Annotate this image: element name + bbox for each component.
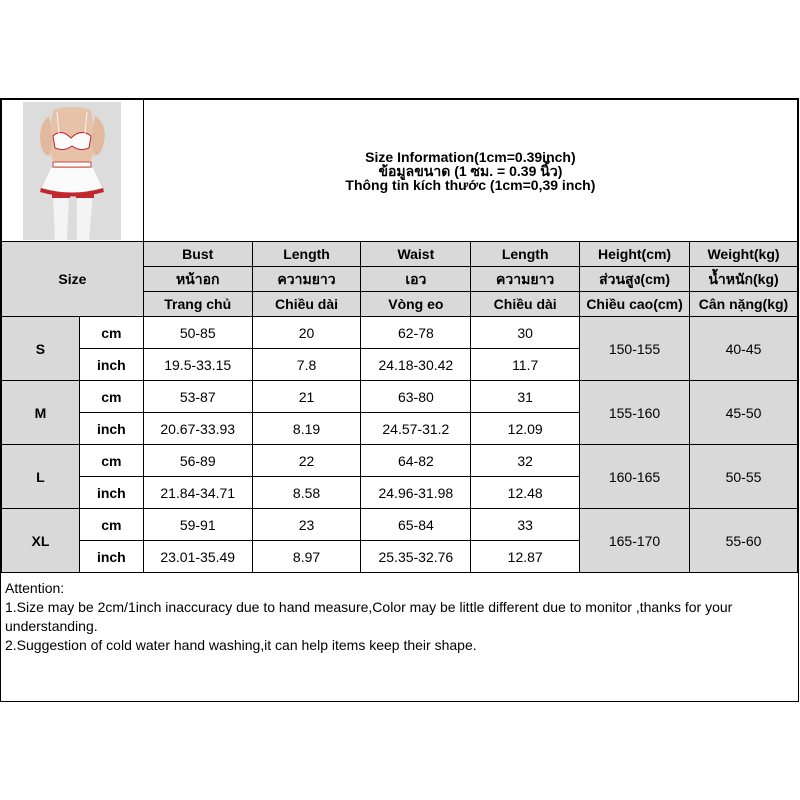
title-line-en: Size Information(1cm=0.39inch) [365,148,576,165]
waist-cm: 65-84 [361,509,471,541]
col-header-waist-th: เอว [361,267,471,292]
col-header-weight-vi: Cân nặng(kg) [690,292,798,317]
length-cm: 22 [252,445,361,477]
col-header-waist-vi: Vòng eo [361,292,471,317]
size-table [1,99,798,573]
col-header-length-th: ความยาว [252,267,361,292]
col-header-height-vi: Chiều cao(cm) [580,292,690,317]
col-header-weight-th: น้ำหนัก(kg) [690,267,798,292]
length-inch: 8.19 [252,413,361,445]
waist-cm: 63-80 [361,381,471,413]
size-label-xl: XL [2,509,80,573]
waist-cm: 62-78 [361,317,471,349]
title-line-th: ข้อมูลขนาด (1 ซม. = 0.39 นิ้ว) [378,162,563,179]
unit-inch: inch [79,541,143,573]
weight-range: 45-50 [690,381,798,445]
unit-cm: cm [79,509,143,541]
length2-inch: 12.87 [471,541,580,573]
col-header-bust-en: Bust [143,242,252,267]
unit-cm: cm [79,445,143,477]
size-label-s: S [2,317,80,381]
size-chart-sheet [0,98,799,702]
unit-cm: cm [79,317,143,349]
col-header-weight-en: Weight(kg) [690,242,798,267]
length-inch: 7.8 [252,349,361,381]
waist-inch: 24.57-31.2 [361,413,471,445]
bust-cm: 50-85 [143,317,252,349]
size-label-l: L [2,445,80,509]
col-header-length2-vi: Chiều dài [471,292,580,317]
attention-notes [1,577,798,657]
length-inch: 8.58 [252,477,361,509]
col-header-length-en: Length [252,242,361,267]
product-photo [23,102,121,240]
length2-cm: 31 [471,381,580,413]
length-inch: 8.97 [252,541,361,573]
unit-inch: inch [79,349,143,381]
length2-cm: 32 [471,445,580,477]
bust-cm: 56-89 [143,445,252,477]
attention-note-2: 2.Suggestion of cold water hand washing,it can help items keep their shape. [5,637,477,653]
weight-range: 55-60 [690,509,798,573]
col-header-waist-en: Waist [361,242,471,267]
col-header-height-en: Height(cm) [580,242,690,267]
title-line-vi: Thông tin kích thước (1cm=0,39 inch) [345,176,596,193]
col-header-length-vi: Chiều dài [252,292,361,317]
waist-cm: 64-82 [361,445,471,477]
col-header-bust-vi: Trang chủ [143,292,252,317]
bust-inch: 20.67-33.93 [143,413,252,445]
length2-inch: 11.7 [471,349,580,381]
col-header-length2-th: ความยาว [471,267,580,292]
attention-note-1: 1.Size may be 2cm/1inch inaccuracy due to hand measure,Color may be little different due to monitor ,thanks for your understanding. [5,599,733,634]
height-range: 150-155 [580,317,690,381]
col-header-length2-en: Length [471,242,580,267]
height-range: 160-165 [580,445,690,509]
length-cm: 21 [252,381,361,413]
size-label-m: M [2,381,80,445]
product-photo-cell [2,100,144,242]
length-cm: 20 [252,317,361,349]
bust-inch: 23.01-35.49 [143,541,252,573]
height-range: 165-170 [580,509,690,573]
weight-range: 40-45 [690,317,798,381]
bust-inch: 19.5-33.15 [143,349,252,381]
col-header-bust-th: หน้าอก [143,267,252,292]
length2-cm: 30 [471,317,580,349]
unit-cm: cm [79,381,143,413]
height-range: 155-160 [580,381,690,445]
length2-inch: 12.48 [471,477,580,509]
weight-range: 50-55 [690,445,798,509]
bust-inch: 21.84-34.71 [143,477,252,509]
col-header-height-th: ส่วนสูง(cm) [580,267,690,292]
attention-heading: Attention: [5,580,65,596]
bust-cm: 53-87 [143,381,252,413]
length-cm: 23 [252,509,361,541]
length2-cm: 33 [471,509,580,541]
waist-inch: 24.96-31.98 [361,477,471,509]
waist-inch: 25.35-32.76 [361,541,471,573]
length2-inch: 12.09 [471,413,580,445]
waist-inch: 24.18-30.42 [361,349,471,381]
unit-inch: inch [79,413,143,445]
bust-cm: 59-91 [143,509,252,541]
unit-inch: inch [79,477,143,509]
size-info-title [143,100,797,242]
size-column-header: Size [2,242,144,317]
